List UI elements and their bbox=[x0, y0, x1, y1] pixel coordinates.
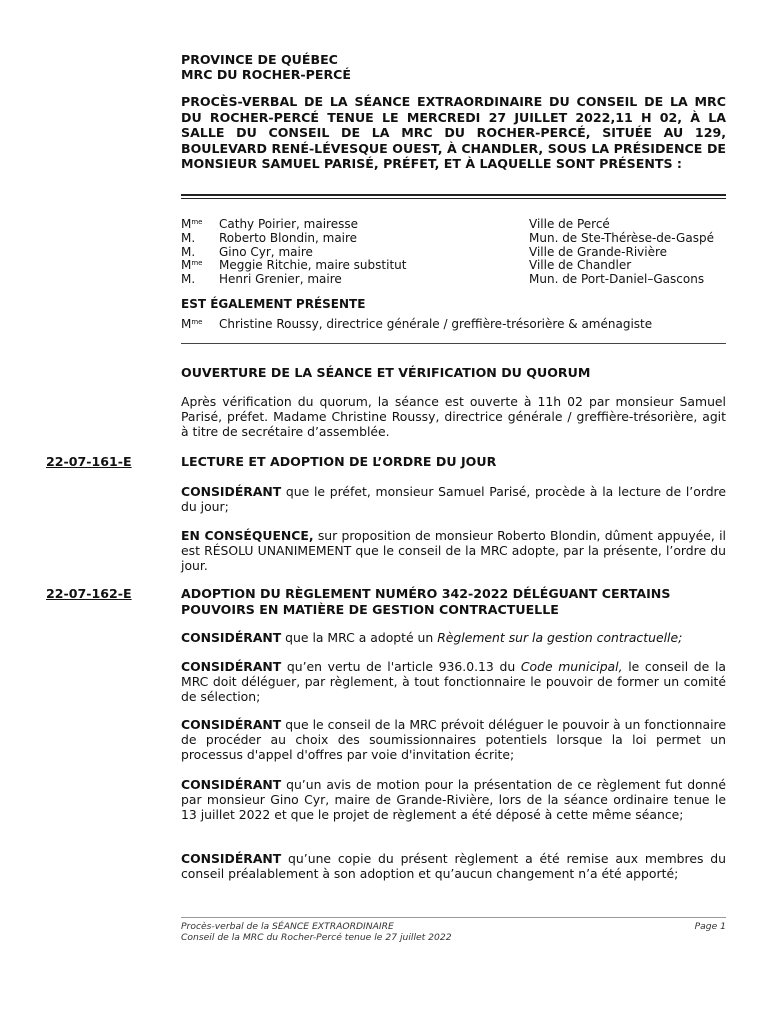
also-present-text: Christine Roussy, directrice générale / greffière-trésorière & aménagiste bbox=[219, 317, 653, 331]
member-title: $M^{me}$ bbox=[181, 317, 203, 331]
member-municipality: Mun. de Port-Daniel–Gascons bbox=[529, 272, 705, 287]
also-present-heading: EST ÉGALEMENT PRÉSENTE bbox=[181, 297, 366, 311]
member-title: M. bbox=[181, 244, 196, 259]
member-name: Meggie Ritchie, maire substitut bbox=[219, 258, 407, 273]
footer-line-2: Conseil de la MRC du Rocher-Percé tenue le 27 juillet 2022 bbox=[181, 932, 452, 943]
footer-divider bbox=[181, 917, 726, 918]
member-row bbox=[181, 232, 726, 246]
mrc-heading: MRC DU ROCHER-PERCÉ bbox=[181, 67, 352, 82]
proces-verbal-title: PROCÈS-VERBAL DE LA SÉANCE EXTRAORDINAIRE DU CONSEIL DE LA MRC DU ROCHER-PERCÉ TENUE LE MERCREDI 27 JUILLET 2022,11 H 02, À LA SALLE DU CONSEIL DE LA MRC DU ROCHER-PERCÉ, SITUÉE AU 129, BOULEVARD RENÉ-LÉVESQUE OUEST, À CHANDLER, SOUS LA PRÉSIDENCE DE MONSIEUR SAMUEL PARISÉ, PRÉFET, ET À LAQUELLE SONT PRÉSENTS : bbox=[181, 94, 726, 171]
resolution-162-considerant-3: CONSIDÉRANT que le conseil de la MRC prévoit déléguer le pouvoir à un fonctionnaire de procéder au choix des soumissionnaires potentiels lorsque la loi permet un processus d'appel d'offres par voie d'invitation écrite; bbox=[181, 717, 726, 762]
page-number: Page 1 bbox=[694, 921, 726, 932]
section-divider bbox=[181, 343, 726, 344]
member-municipality: Ville de Percé bbox=[529, 217, 610, 231]
opening-heading: OUVERTURE DE LA SÉANCE ET VÉRIFICATION DU QUORUM bbox=[181, 365, 591, 380]
resolution-162-considerant-5: CONSIDÉRANT qu’une copie du présent règlement a été remise aux membres du conseil préalablement à son adoption et qu’aucun changement n’a été apporté; bbox=[181, 851, 726, 881]
members-list bbox=[181, 218, 726, 287]
member-title: M. bbox=[181, 230, 196, 245]
member-name: Henri Grenier, maire bbox=[219, 272, 342, 287]
resolution-162-considerant-1: CONSIDÉRANT que la MRC a adopté un Règlement sur la gestion contractuelle; bbox=[181, 630, 683, 645]
resolution-number-161: 22-07-161-E bbox=[46, 454, 132, 469]
double-divider bbox=[181, 194, 726, 199]
resolution-161-heading: LECTURE ET ADOPTION DE L’ORDRE DU JOUR bbox=[181, 454, 497, 469]
resolution-161-consequence: EN CONSÉQUENCE, sur proposition de monsieur Roberto Blondin, dûment appuyée, il est RÉSOLU UNANIMEMENT que le conseil de la MRC adopte, par la présente, l’ordre du jour. bbox=[181, 528, 726, 573]
province-heading: PROVINCE DE QUÉBEC bbox=[181, 52, 338, 67]
member-title: $M^{me}$ bbox=[181, 258, 203, 273]
footer-line-1: Procès-verbal de la SÉANCE EXTRAORDINAIRE bbox=[181, 921, 394, 932]
member-row bbox=[181, 259, 726, 273]
resolution-162-considerant-2: CONSIDÉRANT qu’en vertu de l'article 936.0.13 du Code municipal, le conseil de la MRC doit déléguer, par règlement, à tout fonctionnaire le pouvoir de former un comité de sélection; bbox=[181, 659, 726, 704]
member-row bbox=[181, 246, 726, 260]
resolution-162-heading: ADOPTION DU RÈGLEMENT NUMÉRO 342-2022 DÉLÉGUANT CERTAINS POUVOIRS EN MATIÈRE DE GESTION CONTRACTUELLE bbox=[181, 586, 671, 617]
member-municipality: Ville de Chandler bbox=[529, 258, 632, 273]
member-name: Roberto Blondin, maire bbox=[219, 230, 358, 245]
opening-paragraph: Après vérification du quorum, la séance est ouverte à 11h 02 par monsieur Samuel Parisé, préfet. Madame Christine Roussy, directrice générale / greffière-trésorière, agit à titre de secrétaire d’assemblée. bbox=[181, 394, 726, 439]
member-row bbox=[181, 273, 726, 287]
member-title: M. bbox=[181, 272, 196, 287]
also-present-member bbox=[181, 318, 726, 332]
also-present-row bbox=[181, 318, 726, 332]
member-title: $M^{me}$ bbox=[181, 217, 203, 231]
member-municipality: Mun. de Ste-Thérèse-de-Gaspé bbox=[529, 230, 714, 245]
resolution-162-considerant-4: CONSIDÉRANT qu’un avis de motion pour la présentation de ce règlement fut donné par monsieur Gino Cyr, maire de Grande-Rivière, lors de la séance ordinaire tenue le 13 juillet 2022 et que le projet de règlement a été déposé à cette même séance; bbox=[181, 777, 726, 822]
resolution-161-considerant: CONSIDÉRANT que le préfet, monsieur Samuel Parisé, procède à la lecture de l’ordre du jour; bbox=[181, 484, 726, 514]
footer bbox=[181, 921, 726, 943]
member-row bbox=[181, 218, 726, 232]
member-name: Cathy Poirier, mairesse bbox=[219, 217, 358, 231]
member-municipality: Ville de Grande-Rivière bbox=[529, 244, 668, 259]
member-name: Gino Cyr, maire bbox=[219, 244, 313, 259]
resolution-number-162: 22-07-162-E bbox=[46, 586, 132, 601]
